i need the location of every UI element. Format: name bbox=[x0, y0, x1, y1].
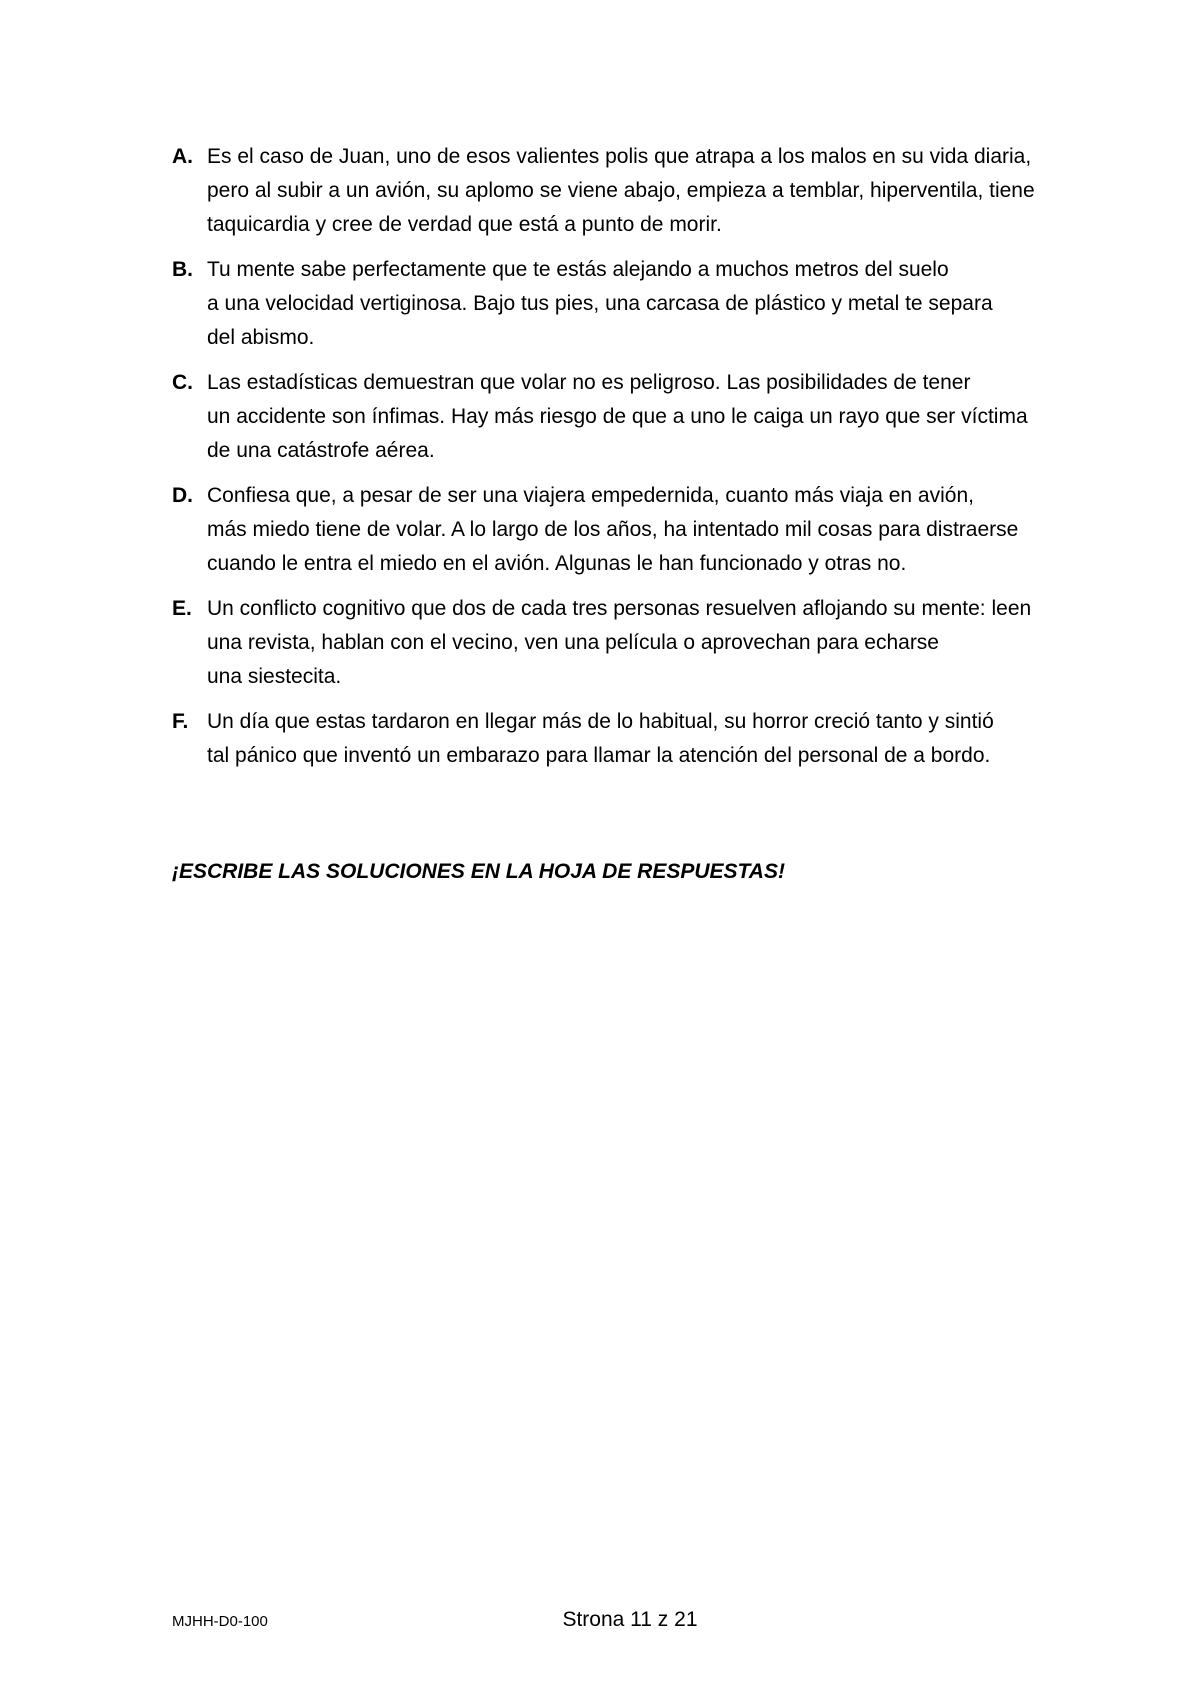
option-line: cuando le entra el miedo en el avión. Algunas le han funcionado y otras no. bbox=[207, 552, 907, 575]
option-line: a una velocidad vertiginosa. Bajo tus pies, una carcasa de plástico y metal te separa bbox=[207, 292, 993, 315]
option-line: Un día que estas tardaron en llegar más de lo habitual, su horror creció tanto y sintió bbox=[207, 710, 994, 733]
option-text bbox=[207, 366, 1102, 468]
option-line: más miedo tiene de volar. A lo largo de los años, ha intentado mil cosas para distraerse bbox=[207, 518, 1019, 541]
option-letter: A. bbox=[172, 145, 193, 168]
option-text bbox=[207, 479, 1102, 581]
option-text bbox=[207, 705, 1102, 773]
option-f bbox=[172, 705, 1102, 773]
page-number: Strona 11 z 21 bbox=[562, 1608, 698, 1631]
option-line: una revista, hablan con el vecino, ven una película o aprovechan para echarse bbox=[207, 631, 939, 654]
option-text bbox=[207, 592, 1102, 694]
option-letter: D. bbox=[172, 484, 193, 507]
option-line: de una catástrofe aérea. bbox=[207, 439, 435, 462]
option-line: del abismo. bbox=[207, 326, 315, 349]
option-line: Tu mente sabe perfectamente que te estás alejando a muchos metros del suelo bbox=[207, 258, 949, 281]
option-letter: B. bbox=[172, 258, 193, 281]
option-e bbox=[172, 592, 1102, 694]
option-d bbox=[172, 479, 1102, 581]
option-line: una siestecita. bbox=[207, 665, 342, 688]
option-line: tal pánico que inventó un embarazo para llamar la atención del personal de a bordo. bbox=[207, 744, 991, 767]
option-line: Las estadísticas demuestran que volar no es peligroso. Las posibilidades de tener bbox=[207, 371, 971, 394]
option-line: Es el caso de Juan, uno de esos valientes polis que atrapa a los malos en su vida diaria, bbox=[207, 145, 1032, 168]
option-line: taquicardia y cree de verdad que está a punto de morir. bbox=[207, 213, 722, 236]
option-line: Confiesa que, a pesar de ser una viajera empedernida, cuanto más viaja en avión, bbox=[207, 484, 974, 507]
instruction-heading: ¡ESCRIBE LAS SOLUCIONES EN LA HOJA DE RESPUESTAS! bbox=[172, 860, 785, 883]
option-letter: C. bbox=[172, 371, 193, 394]
option-line: pero al subir a un avión, su aplomo se viene abajo, empieza a temblar, hiperventila, tiene bbox=[207, 179, 1035, 202]
option-line: Un conflicto cognitivo que dos de cada tres personas resuelven aflojando su mente: leen bbox=[207, 597, 1032, 620]
option-text bbox=[207, 253, 1102, 355]
option-a bbox=[172, 140, 1102, 242]
option-c bbox=[172, 366, 1102, 468]
option-b bbox=[172, 253, 1102, 355]
answer-options-list bbox=[172, 140, 1102, 784]
exam-code: MJHH-D0-100 bbox=[172, 1613, 268, 1630]
option-letter: F. bbox=[172, 710, 189, 733]
option-letter: E. bbox=[172, 597, 192, 620]
option-line: un accidente son ínfimas. Hay más riesgo de que a uno le caiga un rayo que ser víctima bbox=[207, 405, 1028, 428]
option-text bbox=[207, 140, 1102, 242]
